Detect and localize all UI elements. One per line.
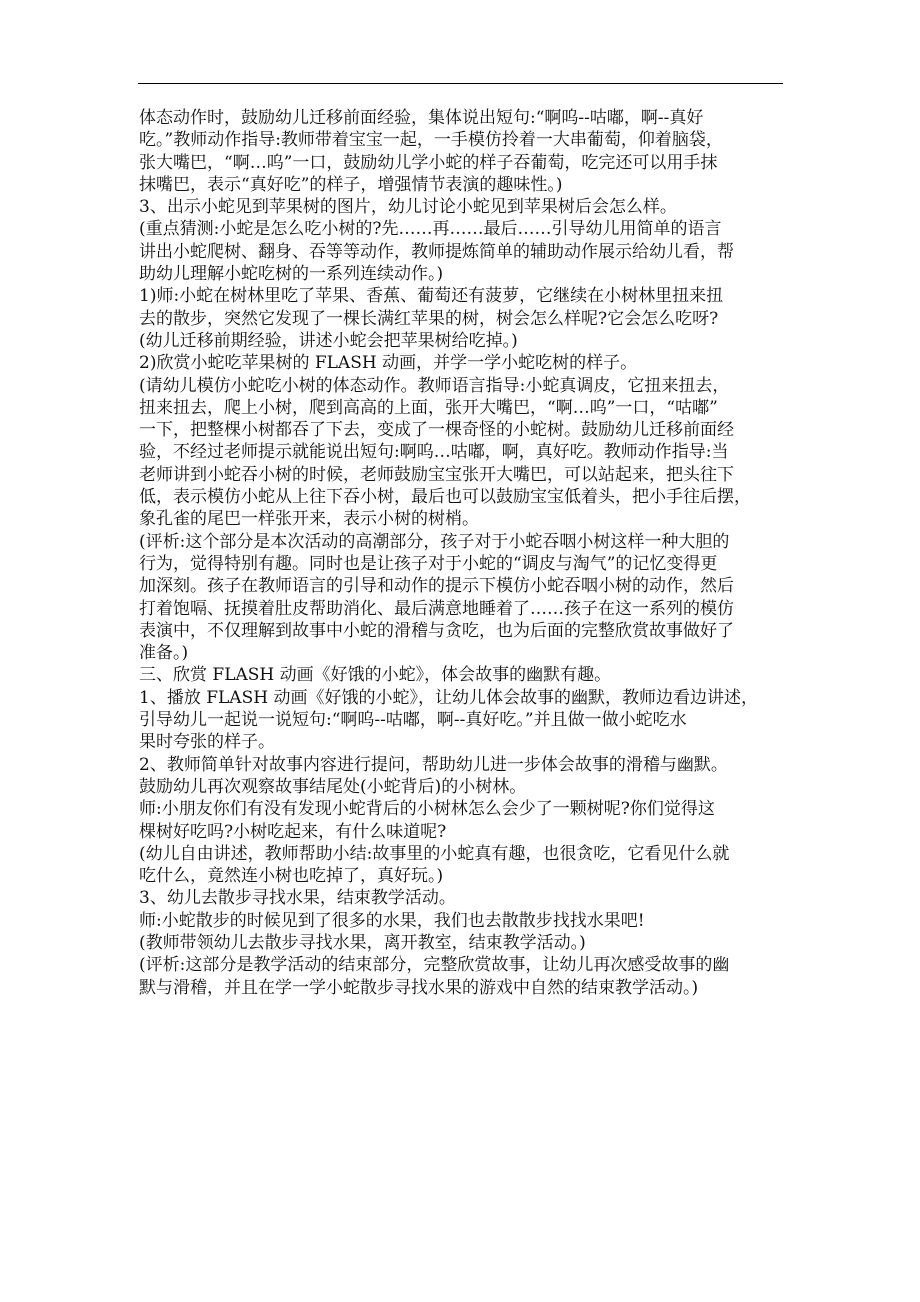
text-line: (评析:这部分是教学活动的结束部分，完整欣赏故事，让幼儿再次感受故事的幽 bbox=[139, 955, 730, 976]
text-line: 默与滑稽，并且在学一学小蛇散步寻找水果的游戏中自然的结束教学活动。) bbox=[139, 977, 699, 998]
text-line: 引导幼儿一起说一说短句:“啊呜--咕嘟，啊--真好吃。”并且做一做小蛇吃水 bbox=[139, 710, 687, 731]
text-line: 老师讲到小蛇吞小树的时候，老师鼓励宝宝张开大嘴巴，可以站起来，把头往下 bbox=[139, 464, 734, 485]
text-line: 1、播放 FLASH 动画《好饿的小蛇》，让幼儿体会故事的幽默，教师边看边讲述， bbox=[139, 687, 758, 708]
text-line: (请幼儿模仿小蛇吃小树的体态动作。教师语言指导:小蛇真调皮，它扭来扭去， bbox=[139, 375, 730, 396]
text-line: 果时夸张的样子。 bbox=[139, 732, 275, 753]
text-line: (幼儿自由讲述，教师帮助小结:故事里的小蛇真有趣，也很贪吃，它看见什么就 bbox=[139, 843, 730, 864]
text-line: 3、幼儿去散步寻找水果，结束教学活动。 bbox=[139, 888, 456, 909]
text-line: 吃什么，竟然连小树也吃掉了，真好玩。) bbox=[139, 866, 444, 887]
text-line: 3、出示小蛇见到苹果树的图片，幼儿讨论小蛇见到苹果树后会怎么样。 bbox=[139, 197, 677, 218]
text-line: 验，不经过老师提示就能说出短句:啊呜…咕嘟，啊，真好吃。教师动作指导:当 bbox=[139, 442, 729, 463]
text-line: 讲出小蛇爬树、翻身、吞等等动作，教师提炼简单的辅助动作展示给幼儿看，帮 bbox=[139, 241, 734, 262]
document-body bbox=[139, 107, 787, 999]
text-line: 低，表示模仿小蛇从上往下吞小树，最后也可以鼓励宝宝低着头，把小手往后摆， bbox=[139, 487, 751, 508]
text-line: 去的散步，突然它发现了一棵长满红苹果的树，树会怎么样呢?它会怎么吃呀? bbox=[139, 308, 719, 329]
text-line: (重点猜测:小蛇是怎么吃小树的?先……再……最后……引导幼儿用简单的语言 bbox=[139, 219, 722, 240]
text-line: 2、教师简单针对故事内容进行提问，帮助幼儿进一步体会故事的滑稽与幽默。 bbox=[139, 754, 728, 775]
text-line: 扭来扭去，爬上小树，爬到高高的上面，张开大嘴巴，“啊…呜”一口，“咕嘟” bbox=[139, 397, 718, 418]
text-line: 抹嘴巴，表示“真好吃”的样子，增强情节表演的趣味性。) bbox=[139, 174, 563, 195]
text-line: 助幼儿理解小蛇吃树的一系列连续动作。) bbox=[139, 264, 444, 285]
text-line: 2)欣赏小蛇吃苹果树的 FLASH 动画，并学一学小蛇吃树的样子。 bbox=[139, 353, 638, 374]
text-line: 表演中，不仅理解到故事中小蛇的滑稽与贪吃，也为后面的完整欣赏故事做好了 bbox=[139, 620, 734, 641]
header-rule bbox=[138, 83, 783, 84]
text-line: 一下，把整棵小树都吞了下去，变成了一棵奇怪的小蛇树。鼓励幼儿迁移前面经 bbox=[139, 420, 734, 441]
text-line: (评析:这个部分是本次活动的高潮部分，孩子对于小蛇吞咽小树这样一种大胆的 bbox=[139, 531, 730, 552]
text-line: 鼓励幼儿再次观察故事结尾处(小蛇背后)的小树林。 bbox=[139, 776, 527, 797]
text-line: 加深刻。孩子在教师语言的引导和动作的提示下模仿小蛇吞咽小树的动作，然后 bbox=[139, 576, 734, 597]
text-line: 三、欣赏 FLASH 动画《好饿的小蛇》，体会故事的幽默有趣。 bbox=[139, 665, 612, 686]
text-line: 体态动作时，鼓励幼儿迁移前面经验，集体说出短句:“啊呜--咕嘟，啊--真好 bbox=[139, 108, 704, 128]
text-line: (幼儿迁移前期经验，讲述小蛇会把苹果树给吃掉。) bbox=[139, 330, 518, 351]
text-line: 行为，觉得特别有趣。同时也是让孩子对于小蛇的“调皮与淘气”的记忆变得更 bbox=[139, 553, 718, 574]
text-line: 准备。) bbox=[139, 643, 189, 664]
text-line: 象孔雀的尾巴一样张开来，表示小树的树梢。 bbox=[139, 509, 479, 530]
text-line: 师:小朋友你们有没有发现小蛇背后的小树林怎么会少了一颗树呢?你们觉得这 bbox=[139, 799, 715, 820]
text-line: 吃。”教师动作指导:教师带着宝宝一起，一手模仿拎着一大串葡萄，仰着脑袋， bbox=[139, 130, 723, 151]
text-line: 打着饱嗝、抚摸着肚皮帮助消化、最后满意地睡着了……孩子在这一系列的模仿 bbox=[139, 598, 734, 619]
text-line: 棵树好吃吗?小树吃起来，有什么味道呢? bbox=[139, 821, 447, 842]
text-line: 张大嘴巴，“啊…呜”一口，鼓励幼儿学小蛇的样子吞葡萄，吃完还可以用手抹 bbox=[139, 152, 718, 173]
text-line: 师:小蛇散步的时候见到了很多的水果，我们也去散散步找找水果吧! bbox=[139, 910, 645, 931]
text-line: (教师带领幼儿去散步寻找水果，离开教室，结束教学活动。) bbox=[139, 932, 586, 953]
text-line: 1)师:小蛇在树林里吃了苹果、香蕉、葡萄还有菠萝，它继续在小树林里扭来扭 bbox=[139, 286, 724, 307]
